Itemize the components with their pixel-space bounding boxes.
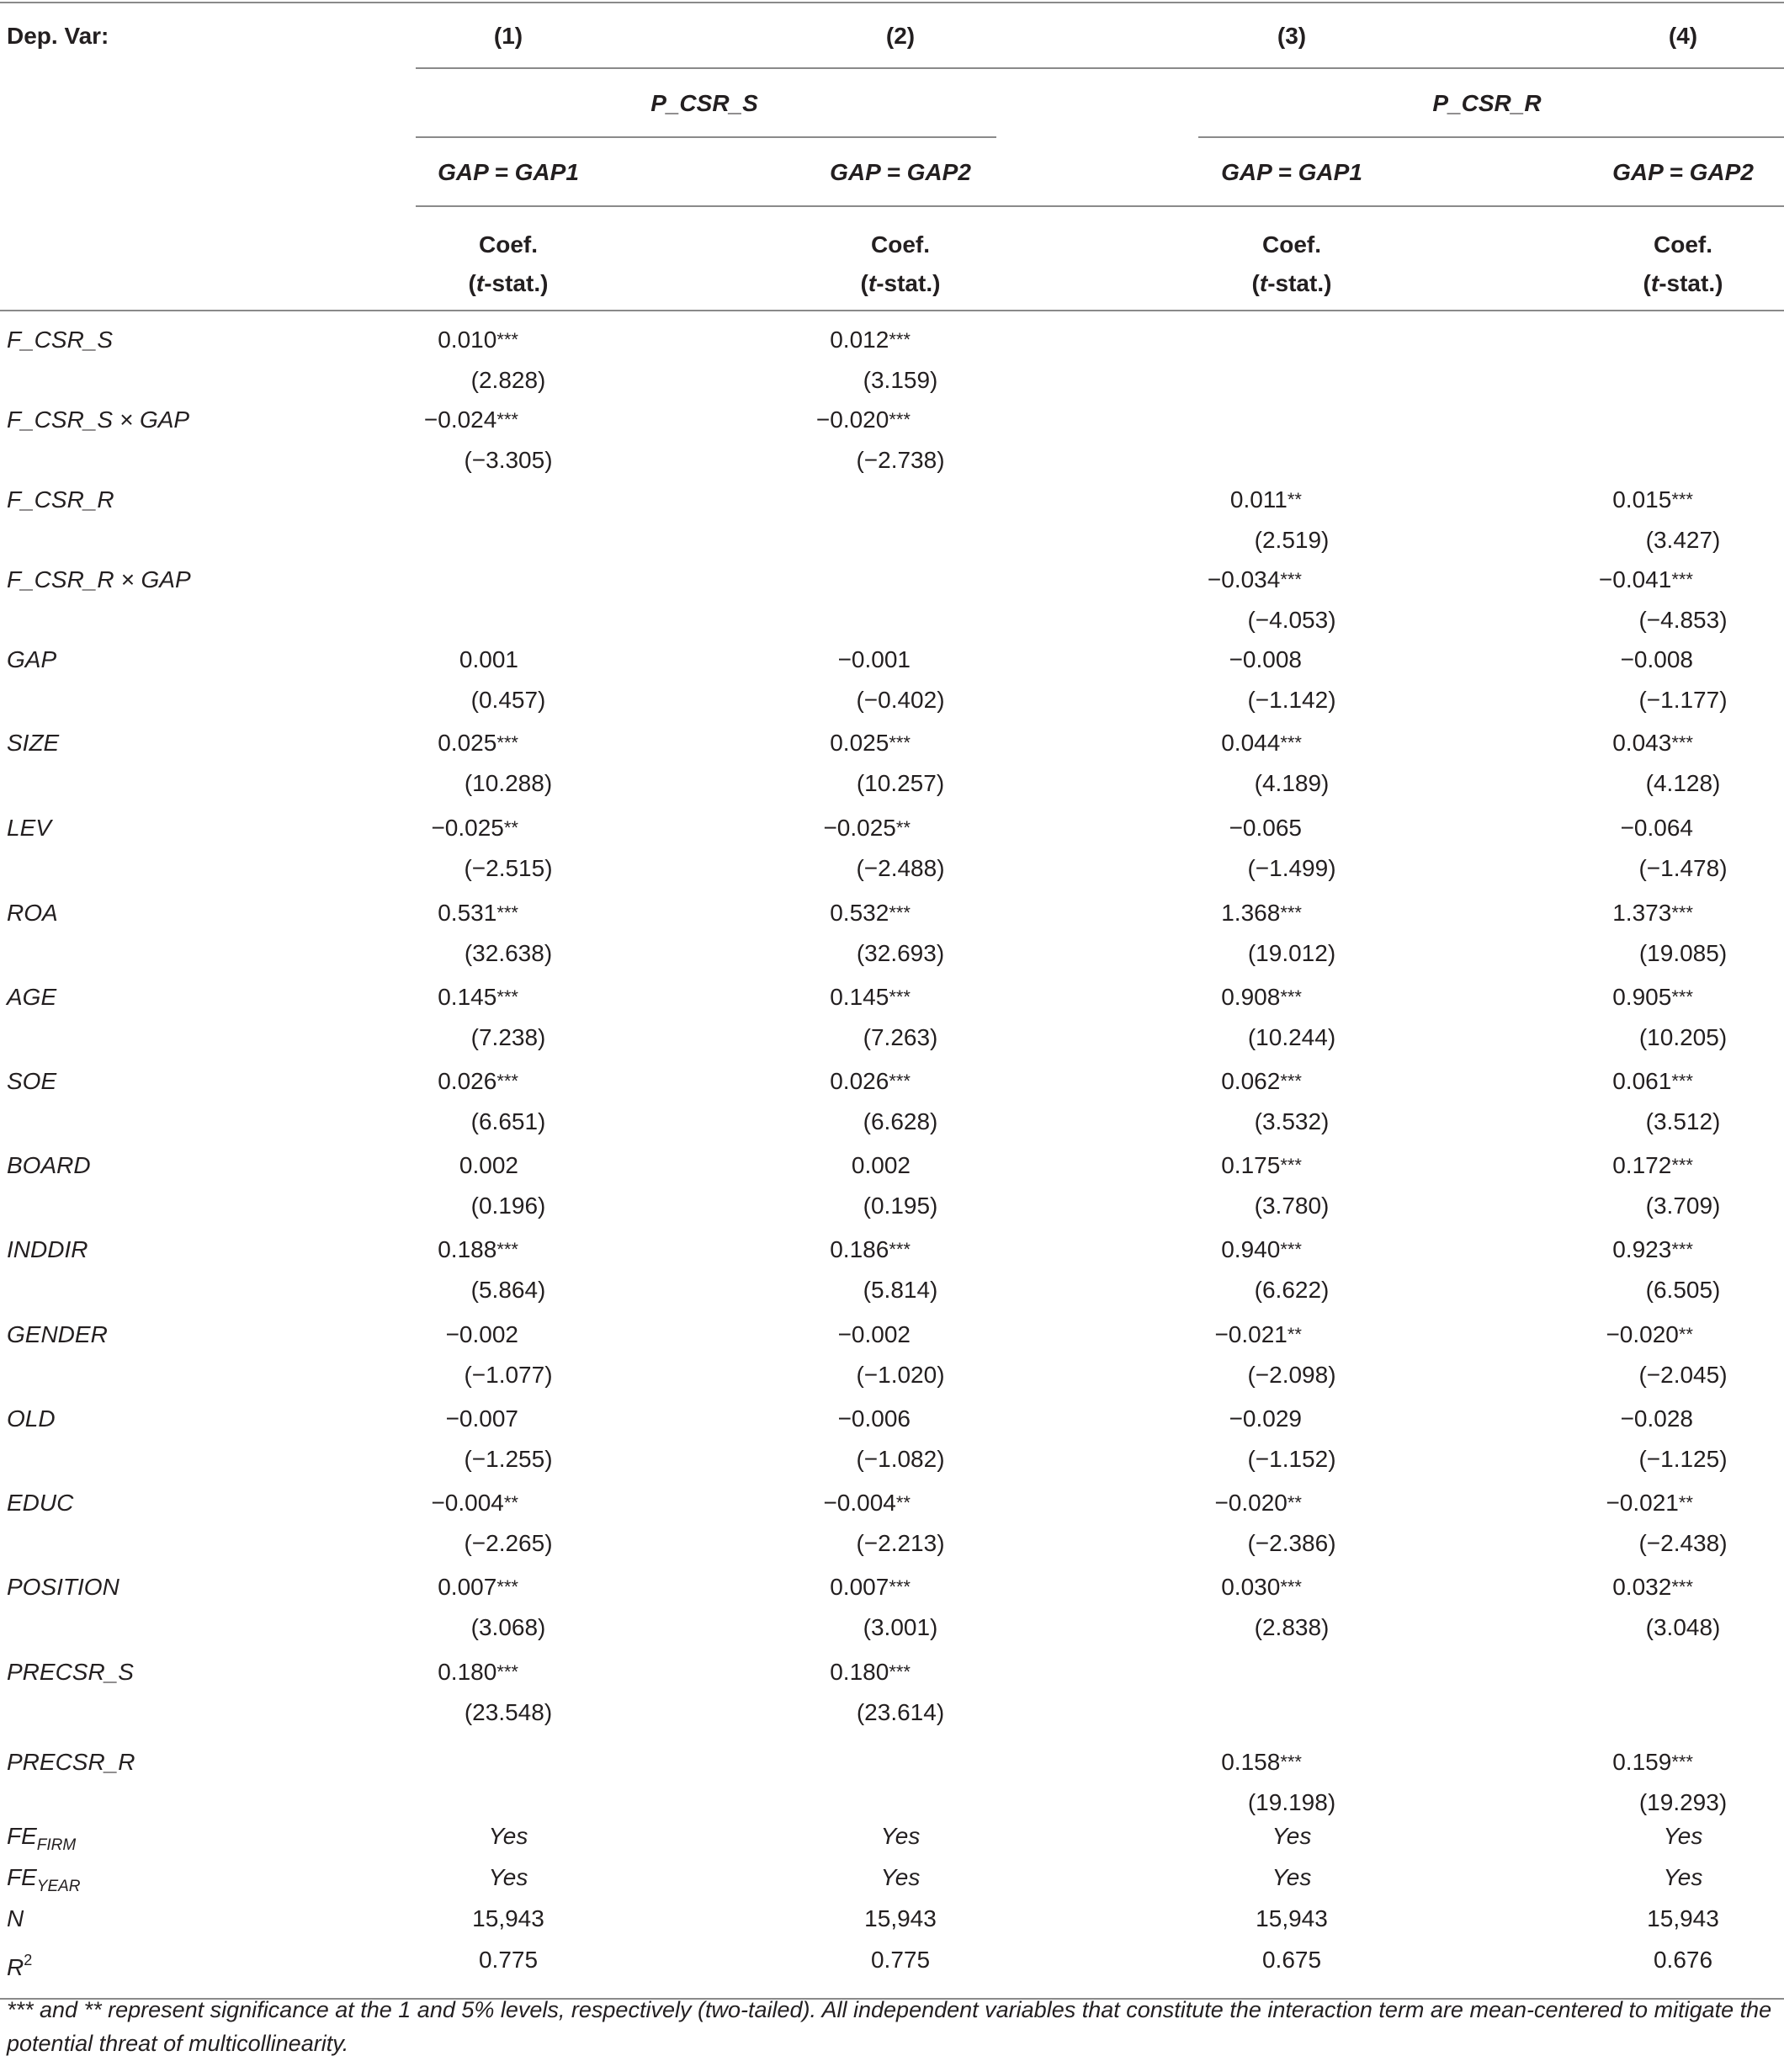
t-stat-cell: (−2.265) — [464, 1530, 553, 1556]
significance-stars: *** — [889, 732, 911, 753]
coefficient-value: 0.188 — [438, 1236, 497, 1262]
t-stat-cell: (−1.152) — [1247, 1446, 1336, 1472]
variable-label: SIZE — [7, 730, 60, 756]
coefficient-value: 0.043 — [1612, 730, 1672, 756]
variable-label: OLD — [7, 1405, 56, 1432]
summary-value: Yes — [1272, 1864, 1312, 1890]
coefficient-value: 0.908 — [1221, 984, 1281, 1010]
t-stat-cell: (2.828) — [470, 367, 546, 393]
coefficient-value: 0.905 — [1612, 984, 1672, 1010]
top-rule — [0, 2, 1784, 3]
t-stat-cell: (−1.077) — [464, 1362, 553, 1388]
column-number-4: (4) — [1668, 23, 1698, 49]
coefficient-value: −0.008 — [1620, 646, 1693, 672]
significance-stars: *** — [1280, 986, 1302, 1007]
t-stat-cell: (3.068) — [470, 1614, 546, 1640]
coefficient-value: 0.531 — [438, 900, 497, 926]
coefficient-value: 0.012 — [830, 327, 889, 353]
t-stat-cell: (6.651) — [470, 1108, 546, 1134]
significance-stars: *** — [1280, 1155, 1302, 1176]
coefficient-value: −0.020 — [1606, 1321, 1679, 1347]
t-stat-cell: (6.505) — [1645, 1277, 1721, 1303]
coefficient-value: 0.007 — [438, 1574, 497, 1600]
coefficient-value: −0.065 — [1229, 815, 1302, 841]
t-stat-cell: (19.198) — [1247, 1789, 1336, 1815]
significance-stars: ** — [895, 817, 911, 838]
coef-header-2: Coef. (t-stat.) — [861, 226, 941, 303]
summary-value: 15,943 — [472, 1905, 544, 1931]
t-stat-cell: (10.244) — [1247, 1024, 1336, 1050]
coefficient-value: 0.180 — [830, 1659, 889, 1685]
t-stat-cell: (0.196) — [470, 1193, 546, 1219]
significance-stars: *** — [1280, 569, 1302, 590]
significance-stars: *** — [1671, 1576, 1693, 1597]
gap-label-2: GAP = GAP2 — [830, 159, 971, 185]
summary-value: Yes — [1663, 1864, 1703, 1890]
summary-value: 0.775 — [870, 1947, 931, 1973]
variable-label: PRECSR_R — [7, 1749, 135, 1775]
variable-label: SOE — [7, 1068, 57, 1094]
coefficient-value: 0.180 — [438, 1659, 497, 1685]
t-stat-cell: (5.814) — [863, 1277, 938, 1303]
coefficient-value: −0.064 — [1620, 815, 1693, 841]
summary-value: Yes — [488, 1864, 528, 1890]
coefficient-value: −0.020 — [815, 406, 889, 433]
t-stat-cell: (19.012) — [1247, 940, 1336, 966]
significance-stars: ** — [503, 1492, 518, 1513]
coefficient-value: −0.007 — [445, 1405, 518, 1432]
coefficient-value: 0.025 — [830, 730, 889, 756]
significance-stars: ** — [1678, 1492, 1693, 1513]
significance-stars: *** — [1671, 1751, 1693, 1772]
variable-label: LEV — [7, 815, 51, 841]
column-number-1: (1) — [493, 23, 523, 49]
coefficient-value: 0.011 — [1229, 486, 1288, 513]
coefficient-value: 0.145 — [438, 984, 497, 1010]
coefficient-value: 0.001 — [459, 646, 518, 672]
coefficient-value: −0.008 — [1229, 646, 1302, 672]
tstat-header-3: (t-stat.) — [1251, 270, 1332, 296]
coefficient-value: −0.024 — [423, 406, 497, 433]
summary-value: Yes — [880, 1823, 921, 1849]
t-stat-cell: (3.048) — [1645, 1614, 1721, 1640]
t-stat-cell: (−1.082) — [856, 1446, 945, 1472]
coefficient-value: 0.186 — [830, 1236, 889, 1262]
t-stat-cell: (6.622) — [1254, 1277, 1330, 1303]
coefficient-value: 0.145 — [830, 984, 889, 1010]
summary-label: $FE_{FIRM}$ — [7, 1823, 77, 1854]
t-stat-cell: (10.205) — [1638, 1024, 1728, 1050]
gap-label-1: GAP = GAP1 — [438, 159, 579, 185]
t-stat-cell: (−1.020) — [856, 1362, 945, 1388]
t-stat-cell: (5.864) — [470, 1277, 546, 1303]
rule-under-p-csr-s — [416, 136, 996, 138]
t-stat-cell: (7.263) — [863, 1024, 938, 1050]
coefficient-value: 0.923 — [1612, 1236, 1672, 1262]
t-stat-cell: (−1.499) — [1247, 855, 1336, 881]
tstat-header-1: (t-stat.) — [468, 270, 549, 296]
coefficient-value: 0.062 — [1221, 1068, 1281, 1094]
coefficient-value: 0.002 — [459, 1152, 518, 1178]
gap-label-4: GAP = GAP2 — [1612, 159, 1754, 185]
coefficient-value: −0.006 — [837, 1405, 911, 1432]
t-stat-cell: (3.532) — [1254, 1108, 1330, 1134]
t-stat-cell: (3.780) — [1254, 1193, 1330, 1219]
coefficient-value: 0.026 — [438, 1068, 497, 1094]
significance-stars: *** — [496, 732, 518, 753]
coefficient-value: 0.159 — [1612, 1749, 1672, 1775]
variable-label: AGE — [7, 984, 57, 1010]
t-stat-cell: (19.293) — [1638, 1789, 1728, 1815]
coefficient-value: 0.007 — [830, 1574, 889, 1600]
t-stat-cell: (3.001) — [863, 1614, 938, 1640]
summary-value: 0.675 — [1261, 1947, 1322, 1973]
variable-label: F_CSR_S × GAP — [7, 406, 190, 433]
variable-label: GAP — [7, 646, 57, 672]
variable-label: F_CSR_S — [7, 327, 114, 353]
significance-stars: *** — [1280, 1239, 1302, 1260]
summary-value: 15,943 — [864, 1905, 937, 1931]
significance-stars: *** — [1671, 732, 1693, 753]
significance-stars: *** — [1671, 1155, 1693, 1176]
significance-stars: ** — [503, 817, 518, 838]
variable-label: POSITION — [7, 1574, 119, 1600]
summary-value: 0.676 — [1653, 1947, 1713, 1973]
t-stat-cell: (−2.438) — [1638, 1530, 1728, 1556]
coefficient-value: −0.029 — [1229, 1405, 1302, 1432]
summary-label: $R^2$ — [7, 1952, 33, 1980]
significance-stars: *** — [1671, 489, 1693, 510]
t-stat-cell: (4.189) — [1254, 770, 1330, 796]
coefficient-value: 0.015 — [1612, 486, 1672, 513]
tstat-header-2: (t-stat.) — [860, 270, 941, 296]
significance-stars: *** — [1280, 1071, 1302, 1092]
coefficient-value: 1.368 — [1221, 900, 1281, 926]
t-stat-cell: (−4.053) — [1247, 607, 1336, 633]
coefficient-value: −0.025 — [431, 815, 504, 841]
significance-stars: *** — [496, 329, 518, 350]
group-header-p-csr-s: P_CSR_S — [650, 90, 758, 116]
significance-stars: *** — [889, 1576, 911, 1597]
significance-stars: *** — [1671, 1239, 1693, 1260]
column-number-2: (2) — [885, 23, 916, 49]
coefficient-value: −0.002 — [837, 1321, 911, 1347]
coefficient-value: −0.021 — [1214, 1321, 1288, 1347]
table-footnote: *** and ** represent significance at the 1 and 5% levels, respectively (two-tailed). All independent variables that constitute the interaction term are mean-centered to mitigate the potential threat of multicollinearity. — [7, 1997, 1772, 2056]
summary-value: Yes — [1272, 1823, 1312, 1849]
significance-stars: *** — [889, 1661, 911, 1682]
t-stat-cell: (3.512) — [1645, 1108, 1721, 1134]
coefficient-value: 0.025 — [438, 730, 497, 756]
summary-value: 15,943 — [1647, 1905, 1719, 1931]
t-stat-cell: (−2.738) — [856, 447, 945, 473]
coefficient-value: −0.001 — [837, 646, 911, 672]
significance-stars: ** — [1287, 1492, 1302, 1513]
coefficient-value: −0.041 — [1598, 566, 1672, 592]
significance-stars: *** — [889, 986, 911, 1007]
significance-stars: *** — [889, 1071, 911, 1092]
t-stat-cell: (−1.255) — [464, 1446, 553, 1472]
rule-under-p-csr-r — [1198, 136, 1784, 138]
coefficient-value: 0.061 — [1612, 1068, 1672, 1094]
significance-stars: *** — [496, 1576, 518, 1597]
coefficient-value: 0.158 — [1221, 1749, 1281, 1775]
significance-stars: *** — [1671, 902, 1693, 923]
t-stat-cell: (32.693) — [856, 940, 945, 966]
t-stat-cell: (3.427) — [1645, 527, 1721, 553]
variable-label: BOARD — [7, 1152, 91, 1178]
variable-label: PRECSR_S — [7, 1659, 134, 1685]
t-stat-cell: (2.519) — [1254, 527, 1330, 553]
significance-stars: *** — [1671, 1071, 1693, 1092]
t-stat-cell: (10.288) — [464, 770, 553, 796]
coef-header-3: Coef. (t-stat.) — [1252, 226, 1332, 303]
summary-value: Yes — [880, 1864, 921, 1890]
coefficient-value: −0.002 — [445, 1321, 518, 1347]
t-stat-cell: (3.159) — [863, 367, 938, 393]
coefficient-value: −0.020 — [1214, 1490, 1288, 1516]
significance-stars: *** — [889, 1239, 911, 1260]
t-stat-cell: (−2.045) — [1638, 1362, 1728, 1388]
gap-label-3: GAP = GAP1 — [1221, 159, 1362, 185]
t-stat-cell: (−1.125) — [1638, 1446, 1728, 1472]
significance-stars: ** — [895, 1492, 911, 1513]
significance-stars: *** — [1671, 569, 1693, 590]
group-header-p-csr-r: P_CSR_R — [1432, 90, 1542, 116]
coefficient-value: −0.025 — [823, 815, 896, 841]
rule-under-column-numbers — [416, 67, 1784, 69]
significance-stars: *** — [889, 409, 911, 430]
rule-under-header — [0, 310, 1784, 311]
summary-value: Yes — [488, 1823, 528, 1849]
t-stat-cell: (32.638) — [464, 940, 553, 966]
coefficient-value: 0.010 — [438, 327, 497, 353]
coefficient-value: 1.373 — [1612, 900, 1672, 926]
variable-label: F_CSR_R × GAP — [7, 566, 191, 592]
t-stat-cell: (10.257) — [856, 770, 945, 796]
significance-stars: *** — [1280, 902, 1302, 923]
summary-label: $FE_{YEAR}$ — [7, 1864, 81, 1895]
variable-label: EDUC — [7, 1490, 74, 1516]
t-stat-cell: (−1.142) — [1247, 687, 1336, 713]
t-stat-cell: (−1.177) — [1638, 687, 1728, 713]
t-stat-cell: (−4.853) — [1638, 607, 1728, 633]
summary-value: 0.775 — [478, 1947, 539, 1973]
coefficient-value: −0.021 — [1606, 1490, 1679, 1516]
rule-under-gap-labels — [416, 205, 1784, 207]
t-stat-cell: (7.238) — [470, 1024, 546, 1050]
coefficient-value: 0.532 — [830, 900, 889, 926]
significance-stars: *** — [496, 986, 518, 1007]
t-stat-cell: (0.457) — [470, 687, 546, 713]
coefficient-value: 0.940 — [1221, 1236, 1281, 1262]
t-stat-cell: (6.628) — [863, 1108, 938, 1134]
t-stat-cell: (0.195) — [863, 1193, 938, 1219]
significance-stars: *** — [889, 329, 911, 350]
significance-stars: *** — [1280, 1576, 1302, 1597]
variable-label: ROA — [7, 900, 58, 926]
coefficient-value: 0.172 — [1612, 1152, 1672, 1178]
t-stat-cell: (23.614) — [856, 1699, 945, 1725]
coefficient-value: −0.004 — [823, 1490, 896, 1516]
coefficient-value: 0.002 — [851, 1152, 911, 1178]
significance-stars: *** — [1671, 986, 1693, 1007]
coefficient-value: 0.032 — [1612, 1574, 1672, 1600]
variable-label: INDDIR — [7, 1236, 88, 1262]
coefficient-value: 0.026 — [830, 1068, 889, 1094]
t-stat-cell: (−3.305) — [464, 447, 553, 473]
t-stat-cell: (−0.402) — [856, 687, 945, 713]
summary-label: N — [7, 1905, 24, 1931]
summary-value: 15,943 — [1256, 1905, 1328, 1931]
variable-label: GENDER — [7, 1321, 108, 1347]
significance-stars: ** — [1678, 1324, 1693, 1345]
variable-label: F_CSR_R — [7, 486, 114, 513]
significance-stars: *** — [1280, 1751, 1302, 1772]
t-stat-cell: (3.709) — [1645, 1193, 1721, 1219]
column-number-3: (3) — [1277, 23, 1307, 49]
coefficient-value: 0.175 — [1221, 1152, 1281, 1178]
tstat-header-4: (t-stat.) — [1643, 270, 1723, 296]
significance-stars: ** — [1287, 489, 1302, 510]
t-stat-cell: (23.548) — [464, 1699, 553, 1725]
significance-stars: *** — [496, 902, 518, 923]
significance-stars: ** — [1287, 1324, 1302, 1345]
coefficient-value: −0.004 — [431, 1490, 504, 1516]
t-stat-cell: (4.128) — [1645, 770, 1721, 796]
t-stat-cell: (−2.213) — [856, 1530, 945, 1556]
significance-stars: *** — [496, 1071, 518, 1092]
t-stat-cell: (−2.515) — [464, 855, 553, 881]
significance-stars: *** — [496, 1661, 518, 1682]
dep-var-label: Dep. Var: — [7, 23, 109, 49]
significance-stars: *** — [889, 902, 911, 923]
t-stat-cell: (2.838) — [1254, 1614, 1330, 1640]
coef-header-4: Coef. (t-stat.) — [1643, 226, 1723, 303]
coefficient-value: −0.028 — [1620, 1405, 1693, 1432]
t-stat-cell: (−1.478) — [1638, 855, 1728, 881]
coef-header-1: Coef. (t-stat.) — [469, 226, 549, 303]
coefficient-value: 0.030 — [1221, 1574, 1281, 1600]
t-stat-cell: (−2.488) — [856, 855, 945, 881]
coefficient-value: 0.044 — [1221, 730, 1281, 756]
significance-stars: *** — [1280, 732, 1302, 753]
summary-value: Yes — [1663, 1823, 1703, 1849]
significance-stars: *** — [496, 409, 518, 430]
t-stat-cell: (−2.386) — [1247, 1530, 1336, 1556]
t-stat-cell: (−2.098) — [1247, 1362, 1336, 1388]
coefficient-value: −0.034 — [1207, 566, 1281, 592]
significance-stars: *** — [496, 1239, 518, 1260]
t-stat-cell: (19.085) — [1638, 940, 1728, 966]
